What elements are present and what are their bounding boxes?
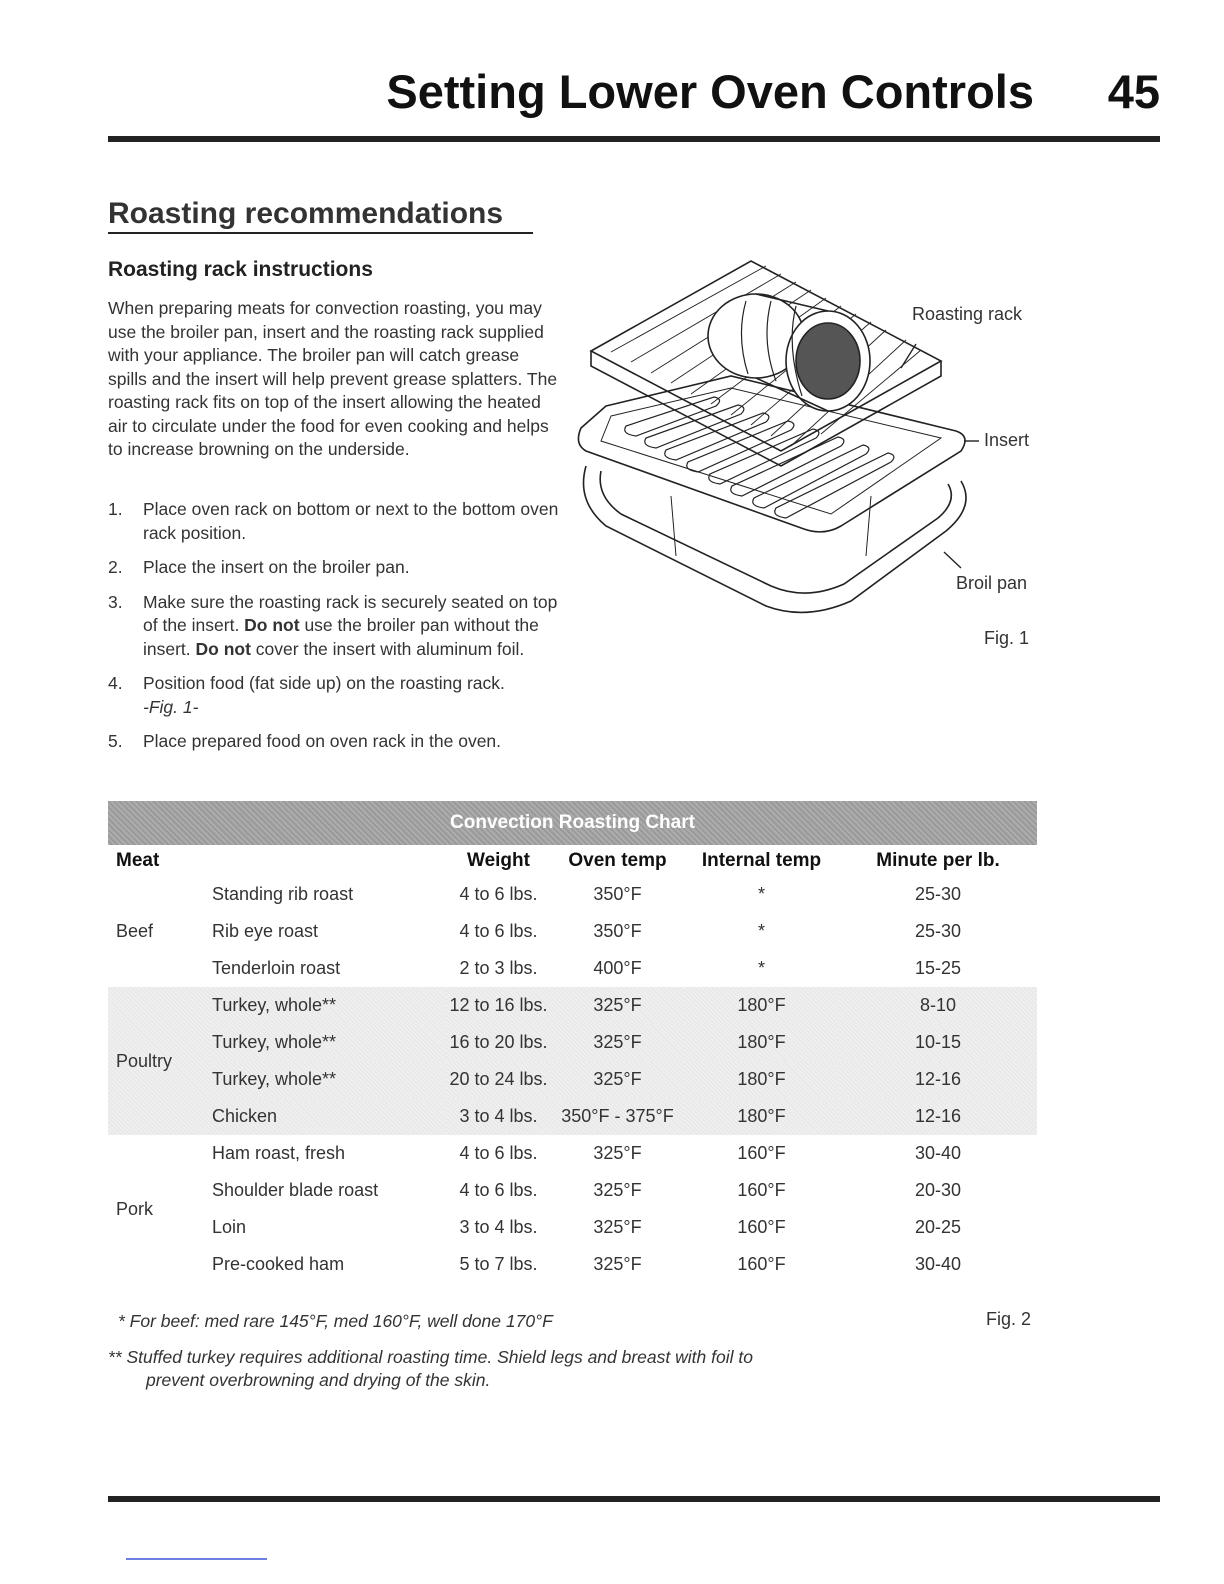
group-beef: Beef: [116, 921, 154, 941]
convection-roasting-table: [108, 846, 1037, 1283]
col-header-internal-temp: Internal temp: [701, 850, 822, 871]
figure-2-caption: Fig. 2: [986, 1309, 1032, 1329]
roasting-rack-label: Roasting rack: [912, 304, 1023, 324]
figure-reference: -Fig. 1-: [143, 696, 199, 717]
group-poultry: Poultry: [108, 987, 210, 1135]
subsection-title: Roasting rack instructions: [108, 258, 373, 281]
insert-slots: [625, 397, 894, 518]
chart-title: Convection Roasting Chart: [450, 812, 695, 833]
insert-outline: [578, 376, 965, 532]
table-row: Rib eye roast 4 to 6 lbs. 350°F * 25-30: [212, 921, 962, 941]
step-item: 5. Place prepared food on oven rack in the oven.: [108, 731, 502, 751]
intro-paragraph: When preparing meats for convection roasting, you may use the broiler pan, insert and the roasting rack supplied with your appliance. The broiler pan will catch grease spills and the insert will help prevent grease splatters. The roasting rack fits on top of the insert allowing the heated air to circulate under the food for even cooking and helps to increase browning on the underside.: [108, 298, 558, 459]
footer-rule: [108, 1496, 1160, 1502]
instruction-steps: [108, 498, 560, 765]
step-item: 3. Make sure the roasting rack is securely seated on top of the insert. Do not use the broiler pan without the insert. Do not cover the insert with aluminum foil.: [108, 591, 558, 659]
pan-leader-line: [944, 552, 961, 568]
turkey-footnote-line2: prevent overbrowning and drying of the skin.: [146, 1370, 491, 1390]
insert-label: Insert: [984, 430, 1030, 450]
table-row: Beef Standing rib roast 4 to 6 lbs. 350°F * 25-30: [108, 876, 1037, 913]
page-number: 45: [1107, 65, 1160, 118]
table-row: Turkey, whole** 20 to 24 lbs. 325°F 180°F 12-16: [108, 1061, 1037, 1098]
col-header-minutes: Minute per lb.: [876, 850, 1000, 871]
table-row: Shoulder blade roast 4 to 6 lbs. 325°F 160°F 20-30: [212, 1180, 962, 1200]
roasting-rack-figure: [566, 256, 1046, 656]
col-header-meat: Meat: [116, 850, 160, 871]
table-row: Pork Ham roast, fresh 4 to 6 lbs. 325°F 160°F 30-40: [108, 1135, 1037, 1172]
col-header-oven-temp: Oven temp: [568, 850, 667, 871]
broil-pan-label: Broil pan: [956, 573, 1028, 593]
header-rule: [108, 136, 1160, 142]
table-row: Loin 3 to 4 lbs. 325°F 160°F 20-25: [212, 1217, 962, 1237]
step-item: 2. Place the insert on the broiler pan.: [108, 557, 410, 577]
table-row: Chicken 3 to 4 lbs. 350°F - 375°F 180°F 12-16: [108, 1098, 1037, 1135]
footer-link-underline: [126, 1558, 267, 1560]
table-row: Tenderloin roast 2 to 3 lbs. 400°F * 15-25: [212, 958, 962, 978]
section-title: Roasting recommendations: [108, 196, 533, 234]
step-item: 4. Position food (fat side up) on the roasting rack. -Fig. 1-: [108, 673, 505, 717]
step-item: 1. Place oven rack on bottom or next to the bottom oven rack position.: [108, 499, 559, 543]
page-header: [108, 64, 1160, 124]
group-pork: Pork: [116, 1198, 154, 1219]
table-row: Pre-cooked ham 5 to 7 lbs. 325°F 160°F 30-40: [212, 1254, 962, 1274]
chart-title-bar: [108, 801, 1037, 845]
table-row: Poultry Turkey, whole** 12 to 16 lbs. 325°F 180°F 8-10: [108, 987, 1037, 1024]
figure-1-caption: Fig. 1: [984, 628, 1030, 648]
table-header-row: [108, 846, 1037, 876]
col-header-weight: Weight: [467, 850, 530, 871]
turkey-footnote-line1: ** Stuffed turkey requires additional roasting time. Shield legs and breast with foil to: [108, 1347, 753, 1367]
table-row: Turkey, whole** 16 to 20 lbs. 325°F 180°F 10-15: [108, 1024, 1037, 1061]
page-title: Setting Lower Oven Controls: [386, 65, 1034, 118]
beef-footnote: * For beef: med rare 145°F, med 160°F, well done 170°F: [118, 1311, 553, 1331]
roast-cut-surface: [796, 323, 860, 399]
